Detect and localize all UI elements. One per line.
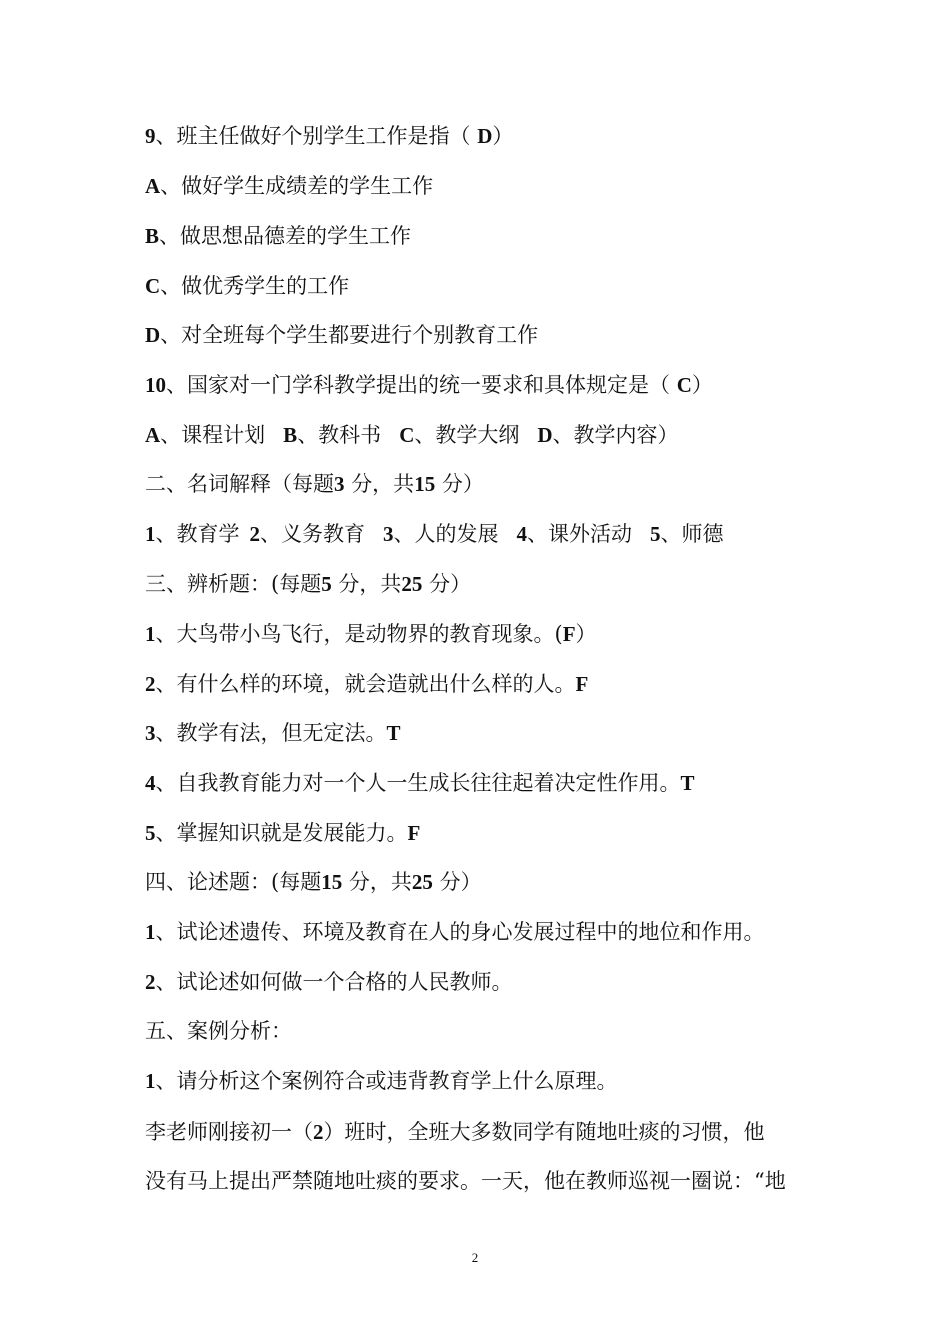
paragraph-text: 李老师刚接初一（ [145, 1120, 313, 1144]
q10-options [145, 420, 679, 450]
item-number: 1 [145, 920, 156, 944]
item-number: 2 [145, 672, 156, 696]
option-text: 、做优秀学生的工作 [160, 274, 350, 298]
answer-key: F [407, 821, 421, 845]
option-key: C [145, 274, 161, 298]
option-text: 、做好学生成绩差的学生工作 [160, 174, 434, 198]
heading-text: 分） [429, 572, 472, 596]
term-number: 4 [516, 522, 527, 546]
option-c [145, 271, 349, 301]
terms-list [145, 519, 724, 549]
item-text: 、大鸟带小鸟飞行，是动物界的教育现象。( [155, 622, 563, 646]
item-text: 、试论述如何做一个合格的人民教师。 [155, 970, 513, 994]
item-number: 3 [145, 721, 156, 745]
heading-text: 分） [441, 472, 484, 496]
option-key: B [283, 423, 298, 447]
heading-number: 25 [401, 572, 423, 596]
term-text: 、教育学 [155, 522, 240, 546]
option-text: 、做思想品德差的学生工作 [159, 224, 412, 248]
item-text: 、掌握知识就是发展能力。 [155, 821, 408, 845]
judgment-item-5 [145, 818, 420, 848]
option-text: 、教学内容） [552, 423, 679, 447]
term-number: 1 [145, 522, 156, 546]
close-paren: ） [575, 622, 597, 646]
heading-number: 15 [414, 472, 436, 496]
section-4-heading [145, 867, 482, 897]
option-key: A [145, 174, 161, 198]
section-2-heading [145, 469, 484, 499]
close-paren: ） [492, 124, 514, 148]
option-text: 、教科书 [297, 423, 382, 447]
term-text: 、师德 [660, 522, 724, 546]
option-text: 、对全班每个学生都要进行个别教育工作 [160, 323, 539, 347]
heading-text: 分，共 [348, 870, 412, 894]
item-text: 、请分析这个案例符合或违背教育学上什么原理。 [155, 1069, 618, 1093]
option-key: A [145, 423, 161, 447]
question-number: 9 [145, 124, 156, 148]
answer-key: T [386, 721, 401, 745]
option-key: C [399, 423, 415, 447]
question-10 [145, 370, 713, 400]
judgment-item-3 [145, 718, 401, 748]
heading-text: 二、名词解释（每题 [145, 472, 334, 496]
answer-key: T [680, 771, 695, 795]
answer-key: D [477, 124, 493, 148]
paragraph-text: ）班时，全班大多数同学有随地吐痰的习惯，他 [323, 1120, 765, 1144]
term-text: 、义务教育 [260, 522, 365, 546]
question-text: 、班主任做好个别学生工作是指（ [155, 124, 471, 148]
option-key: D [537, 423, 553, 447]
heading-number: 25 [411, 870, 433, 894]
heading-number: 15 [321, 870, 343, 894]
heading-text: 分） [439, 870, 482, 894]
answer-key: C [676, 373, 692, 397]
term-number: 2 [249, 522, 260, 546]
page-number: 2 [471, 1250, 479, 1265]
option-text: 、教学大纲 [414, 423, 520, 447]
heading-number: 3 [334, 472, 345, 496]
heading-number: 5 [321, 572, 332, 596]
judgment-item-4 [145, 768, 695, 798]
item-text: 、自我教育能力对一个人一生成长往往起着决定性作用。 [155, 771, 681, 795]
essay-item-1 [145, 917, 765, 947]
option-b [145, 221, 411, 251]
question-9 [145, 121, 513, 151]
case-question [145, 1066, 618, 1096]
item-text: 、教学有法，但无定法。 [155, 721, 387, 745]
option-a [145, 171, 433, 201]
essay-item-2 [145, 967, 513, 997]
option-text: 、课程计划 [160, 423, 266, 447]
heading-text: 三、辨析题：(每题 [145, 572, 322, 596]
item-number: 2 [145, 970, 156, 994]
case-paragraph-line-1 [145, 1117, 765, 1147]
answer-key: F [562, 622, 576, 646]
judgment-item-1 [145, 619, 597, 649]
section-3-heading [145, 569, 471, 599]
item-text: 、试论述遗传、环境及教育在人的身心发展过程中的地位和作用。 [155, 920, 765, 944]
answer-key: F [575, 672, 589, 696]
heading-text: 分，共 [338, 572, 402, 596]
case-paragraph-line-2: 没有马上提出严禁随地吐痰的要求。一天，他在教师巡视一圈说：“地 [145, 1169, 786, 1193]
heading-text: 四、论述题：(每题 [145, 870, 322, 894]
option-key: B [145, 224, 160, 248]
item-text: 、有什么样的环境，就会造就出什么样的人。 [155, 672, 576, 696]
heading-text: 分，共 [351, 472, 415, 496]
item-number: 1 [145, 622, 156, 646]
item-number: 5 [145, 821, 156, 845]
item-number: 1 [145, 1069, 156, 1093]
section-5-heading: 五、案例分析： [145, 1019, 292, 1043]
option-key: D [145, 323, 161, 347]
term-text: 、人的发展 [393, 522, 499, 546]
question-number: 10 [145, 373, 166, 397]
term-text: 、课外活动 [527, 522, 632, 546]
item-number: 4 [145, 771, 156, 795]
close-paren: ） [691, 373, 713, 397]
option-d [145, 320, 538, 350]
term-number: 3 [383, 522, 394, 546]
term-number: 5 [650, 522, 661, 546]
class-number: 2 [313, 1120, 324, 1144]
judgment-item-2 [145, 669, 588, 699]
question-text: 、国家对一门学科教学提出的统一要求和具体规定是（ [166, 373, 670, 397]
